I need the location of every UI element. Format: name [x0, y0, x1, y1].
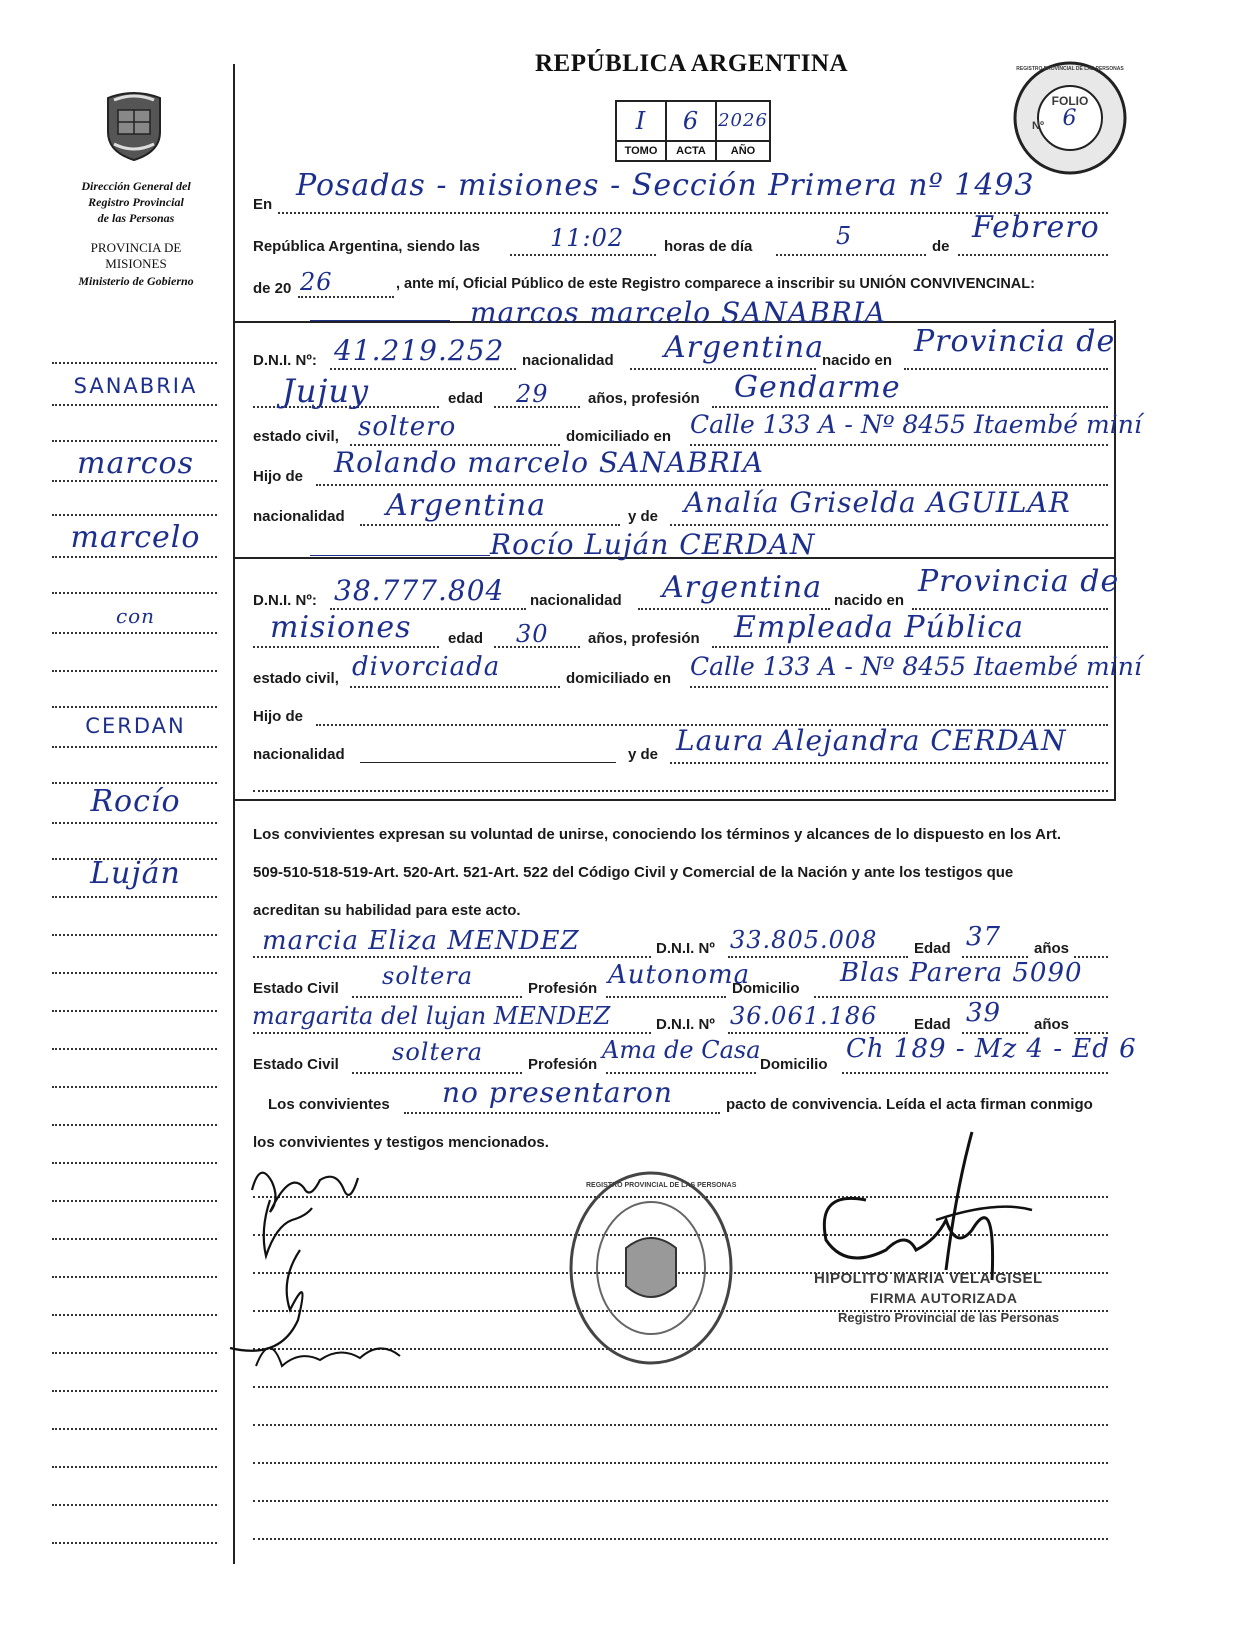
anio-label: AÑO — [717, 140, 769, 160]
witness2-domicilio: Ch 189 - Mz 4 - Ed 6 — [846, 1034, 1137, 1064]
person2-domicilio: Calle 133 A - Nº 8455 Itaembé miní — [690, 652, 1142, 681]
person2-edad: 30 — [516, 620, 549, 648]
closing-line-2: los convivientes y testigos mencionados. — [253, 1134, 549, 1151]
ministry-label: Ministerio de Gobierno — [78, 274, 194, 288]
dni-label: D.N.I. Nº: — [253, 592, 317, 609]
sidebar-name: con — [115, 604, 156, 628]
folio-title: FOLIO — [1051, 94, 1089, 108]
edad-label: Edad — [914, 940, 951, 957]
person2-profesion: Empleada Pública — [734, 610, 1024, 645]
official-role: FIRMA AUTORIZADA — [870, 1290, 1018, 1306]
witness2-name: margarita del lujan MENDEZ — [252, 1002, 611, 1030]
domicilio-label: domiciliado en — [566, 670, 672, 687]
witness2-profesion: Ama de Casa — [602, 1036, 761, 1064]
sidebar-name: Rocío — [90, 784, 181, 819]
person2-estado: divorciada — [352, 652, 501, 682]
estado-label: estado civil, — [253, 428, 339, 445]
official-office: Registro Provincial de las Personas — [838, 1310, 1060, 1325]
witness1-profesion: Autonoma — [608, 960, 751, 990]
tomo-value: I — [617, 102, 667, 140]
witness2-estado: soltera — [392, 1038, 484, 1066]
folio-ring-text: REGISTRO PROVINCIAL DE LAS PERSONAS — [1016, 66, 1124, 72]
nacionalidad-label: nacionalidad — [522, 352, 614, 369]
nacionalidad-label: nacionalidad — [530, 592, 622, 609]
agency-name: Dirección General del Registro Provincial de las Personas — [81, 179, 191, 225]
edad-label: edad — [448, 630, 484, 647]
time-value: 11:02 — [550, 224, 625, 252]
witness2-edad: 39 — [966, 998, 1002, 1028]
en-label: En — [253, 196, 273, 213]
witness1-domicilio: Blas Parera 5090 — [840, 958, 1083, 988]
domicilio-label: Domicilio — [760, 1056, 828, 1073]
anios-profesion-label: años, profesión — [588, 390, 700, 407]
person1-full-name: marcos marcelo SANABRIA — [470, 296, 887, 329]
person1-edad: 29 — [516, 380, 549, 408]
nacionalidad-label: nacionalidad — [253, 508, 345, 525]
person1-birthplace-2: Jujuy — [282, 372, 370, 410]
person2-birthplace-1: Provincia de — [918, 564, 1120, 599]
sidebar-name: SANABRIA — [73, 374, 198, 398]
person1-mother: Analía Griselda AGUILAR — [684, 486, 1071, 519]
sidebar-name: marcelo — [70, 520, 201, 555]
person1-birthplace-1: Provincia de — [914, 324, 1116, 359]
seal-ring-text: REGISTRO PROVINCIAL DE LAS PERSONAS — [586, 1182, 737, 1189]
horas-label: horas de día — [664, 238, 753, 255]
tomo-label: TOMO — [617, 140, 667, 160]
folio-abbrev: Nº — [1032, 120, 1044, 132]
acta-value: 6 — [667, 102, 717, 140]
anios-label: años — [1034, 940, 1070, 957]
nacido-label: nacido en — [834, 592, 905, 609]
folio-number: 6 — [1062, 106, 1078, 131]
hijo-label: Hijo de — [253, 708, 304, 725]
profesion-label: Profesión — [528, 980, 598, 997]
domicilio-label: Domicilio — [732, 980, 800, 997]
year-suffix-value: 26 — [300, 268, 333, 296]
legal-line-1: Los convivientes expresan su voluntad de unirse, conociendo los términos y alcances de lo dispuesto en los Art. — [253, 826, 1061, 843]
witness1-estado: soltera — [382, 962, 474, 990]
month-value: Febrero — [972, 210, 1100, 245]
legal-line-3: acreditan su habilidad para este acto. — [253, 902, 521, 919]
pacto-text: pacto de convivencia. Leída el acta firman conmigo — [726, 1096, 1093, 1113]
pacto-value: no presentaron — [442, 1076, 673, 1109]
person1-dni: 41.219.252 — [334, 334, 505, 367]
person1-father: Rolando marcelo SANABRIA — [334, 446, 764, 479]
domicilio-label: domiciliado en — [566, 428, 672, 445]
official-name: HIPOLITO MARIA VELA GISEL — [814, 1270, 1043, 1287]
estado-label: Estado Civil — [253, 1056, 339, 1073]
person2-full-name: Rocío Luján CERDAN — [490, 528, 816, 561]
document-title: REPÚBLICA ARGENTINA — [535, 50, 849, 77]
person2-dni: 38.777.804 — [334, 574, 505, 607]
de-label: de — [932, 238, 950, 255]
edad-label: Edad — [914, 1016, 951, 1033]
person2-birthplace-2: misiones — [270, 610, 412, 645]
hijo-label: Hijo de — [253, 468, 304, 485]
witness1-name: marcia Eliza MENDEZ — [262, 926, 580, 956]
anios-label: años — [1034, 1016, 1070, 1033]
dni-label: D.N.I. Nº — [656, 1016, 715, 1033]
year-prefix: de 20 — [253, 280, 292, 297]
registry-seal — [566, 1168, 736, 1368]
dni-label: D.N.I. Nº — [656, 940, 715, 957]
convivientes-label: Los convivientes — [268, 1096, 390, 1113]
official-signature — [796, 1130, 1036, 1280]
anios-profesion-label: años, profesión — [588, 630, 700, 647]
acta-label: ACTA — [667, 140, 717, 160]
edad-label: edad — [448, 390, 484, 407]
day-value: 5 — [836, 222, 853, 250]
divider-3 — [233, 799, 1116, 801]
yde-label: y de — [628, 508, 659, 525]
person1-estado: soltero — [358, 412, 457, 442]
right-margin-line — [1114, 320, 1116, 800]
republica-label: República Argentina, siendo las — [253, 238, 480, 255]
witness2-dni: 36.061.186 — [730, 1002, 878, 1030]
sidebar-name: CERDAN — [85, 714, 186, 738]
folio-stamp — [1010, 60, 1130, 176]
province-label: PROVINCIA DE MISIONES — [90, 240, 182, 271]
person2-mother: Laura Alejandra CERDAN — [676, 724, 1067, 757]
person1-nacionalidad: Argentina — [664, 330, 825, 365]
province-emblem — [100, 88, 168, 162]
yde-label: y de — [628, 746, 659, 763]
place-value: Posadas - misiones - Sección Primera nº 1493 — [296, 168, 1035, 203]
estado-label: estado civil, — [253, 670, 339, 687]
record-box — [615, 100, 771, 162]
sidebar-name: marcos — [77, 446, 194, 481]
signature-convivientes — [240, 1160, 440, 1390]
person1-parent-nacionalidad: Argentina — [386, 488, 547, 523]
legal-line-2: 509-510-518-519-Art. 520-Art. 521-Art. 522 del Código Civil y Comercial de la Nación y ante los testigos que — [253, 864, 1014, 881]
witness1-edad: 37 — [966, 922, 1002, 952]
person1-domicilio: Calle 133 A - Nº 8455 Itaembé miní — [690, 410, 1142, 439]
nacido-label: nacido en — [822, 352, 893, 369]
sidebar-name: Luján — [90, 856, 181, 891]
estado-label: Estado Civil — [253, 980, 339, 997]
dni-label: D.N.I. Nº: — [253, 352, 317, 369]
nacionalidad-label: nacionalidad — [253, 746, 345, 763]
anio-value: 2026 — [718, 110, 768, 131]
person1-profesion: Gendarme — [734, 370, 901, 405]
profesion-label: Profesión — [528, 1056, 598, 1073]
witness1-dni: 33.805.008 — [730, 926, 878, 954]
person2-nacionalidad: Argentina — [662, 570, 823, 605]
statement-text: , ante mí, Oficial Público de este Registro comparece a inscribir su UNIÓN CONVIVENCINAL: — [396, 276, 1035, 292]
left-margin-line — [233, 64, 235, 1564]
